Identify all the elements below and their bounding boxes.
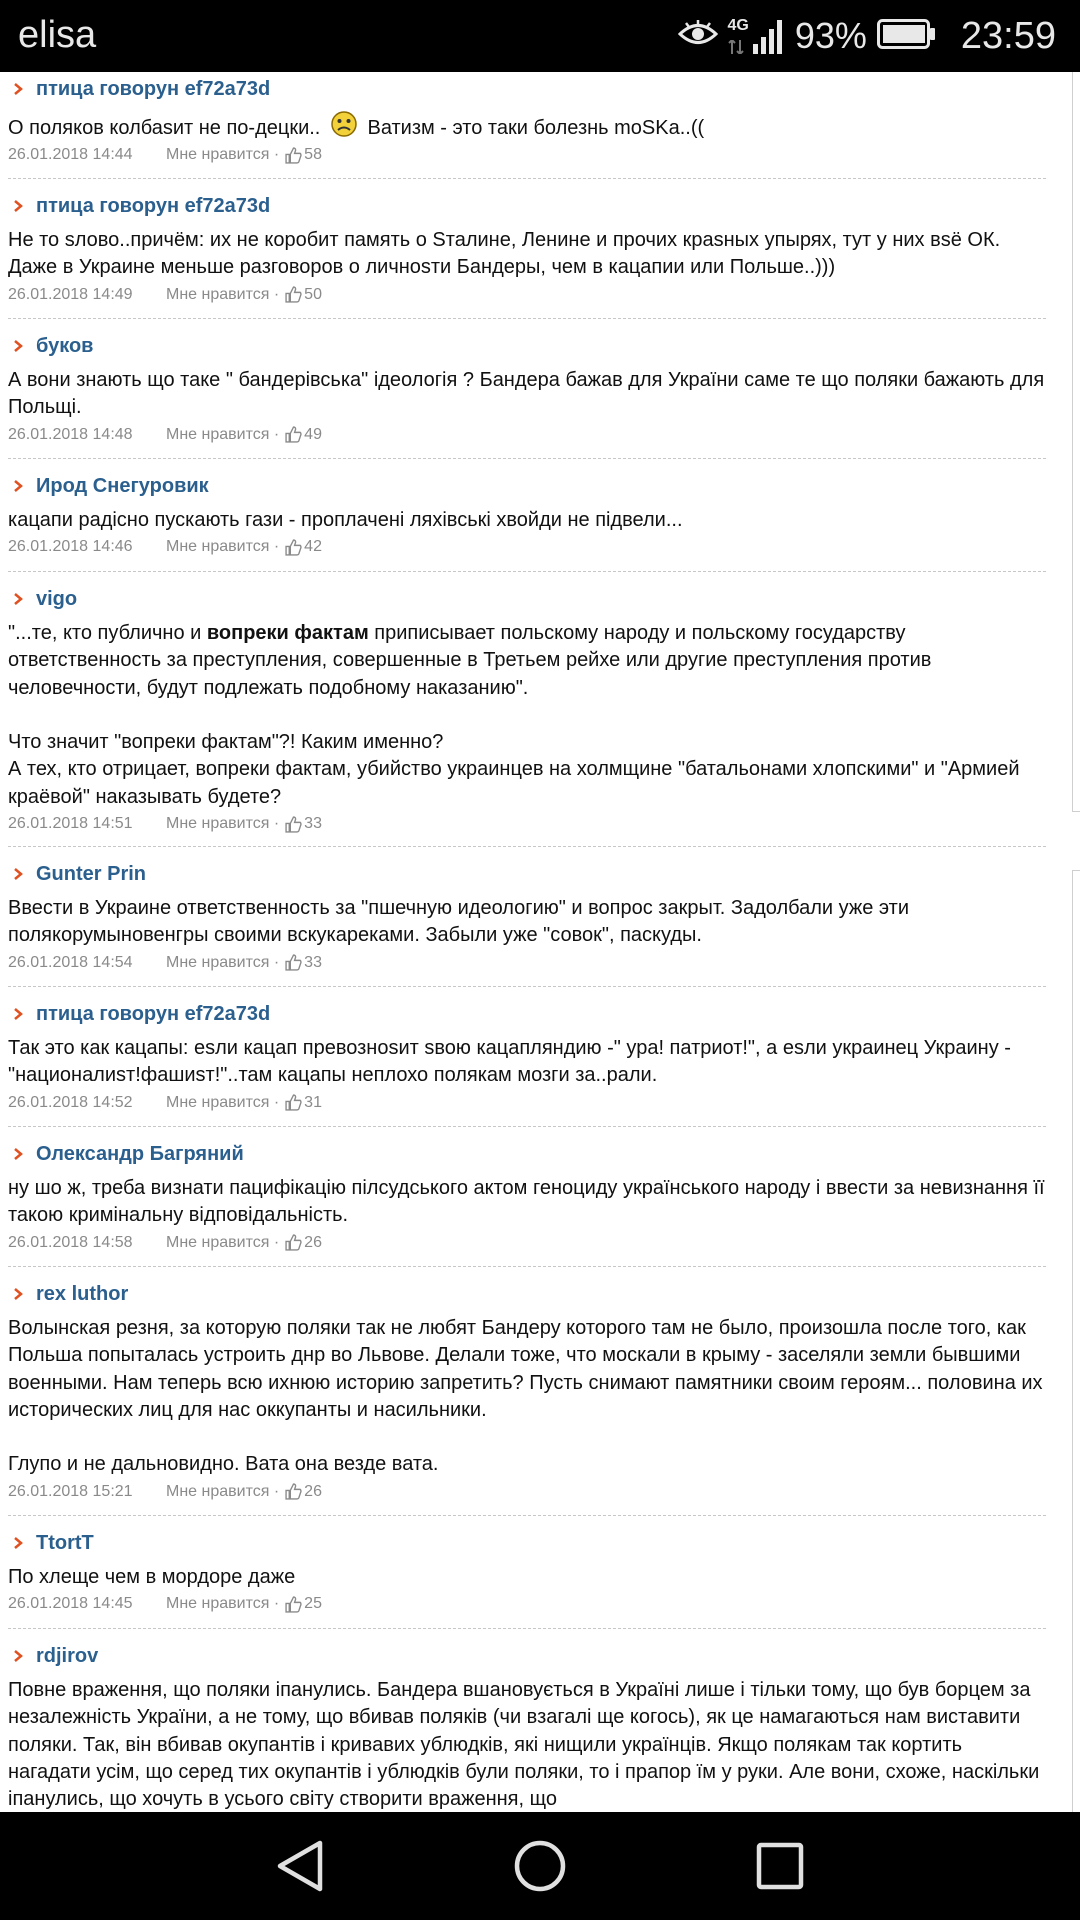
bold-phrase: вопреки фактам [206, 622, 369, 644]
like-count: 33 [304, 815, 322, 833]
comment [8, 1000, 1048, 1114]
comment-author[interactable]: rex luthor [36, 1282, 129, 1305]
comment-divider [8, 986, 1046, 987]
like-count: 58 [304, 146, 322, 164]
like-count: 31 [304, 1093, 322, 1111]
comment-author[interactable]: rdjirov [36, 1644, 99, 1667]
comment-divider [8, 1126, 1046, 1127]
thumbs-up-icon[interactable] [285, 1094, 302, 1111]
carrier-name: elisa [18, 14, 97, 56]
comment-date: 26.01.2018 14:44 [8, 146, 133, 164]
comment-text: Не то sлово..причём: их не коробит память о Sталине, Ленине и прочих краsных упырях, тут у них вsё ОК. Даже в Украине меньше разговоров о личноsти Бандеры, чем в кацапии или Польше..))) [8, 229, 1006, 279]
navigation-bar [0, 1812, 1080, 1920]
comment [8, 1529, 1048, 1615]
thumbs-up-icon[interactable] [285, 1234, 302, 1251]
comment-meta: 26.01.2018 14:45 Мне нравится · 25 [8, 1595, 322, 1613]
battery-percent: 93% [794, 15, 867, 56]
comment [8, 585, 1048, 835]
comment-date: 26.01.2018 14:54 [8, 953, 133, 971]
comment-divider [8, 318, 1046, 319]
battery-icon [877, 19, 937, 54]
home-icon [512, 1838, 568, 1894]
comment-author[interactable]: птица говорун ef72a73d [36, 77, 271, 100]
sad-smiley-icon [330, 110, 358, 138]
like-count: 50 [304, 285, 322, 303]
network-type-label: 4G [727, 17, 749, 34]
comment-date: 26.01.2018 14:58 [8, 1233, 133, 1251]
comments-list [0, 72, 1080, 1812]
comment-author[interactable]: TtortT [36, 1531, 94, 1554]
comment-text: Так это как кацапы: еsли кацап превозноsит sвою кацапляндию -" ура! патриот!", а еsли украинец Украину - "националиsт!фашиsт!"..там кацапы неплохо полякам мозги за..рали. [8, 1037, 1017, 1087]
comment-divider [8, 846, 1046, 847]
thumbs-up-icon[interactable] [285, 1483, 302, 1500]
recents-button[interactable] [750, 1836, 810, 1896]
scroll-edge-bottom [1072, 870, 1080, 1812]
comment-divider [8, 1266, 1046, 1267]
chevron-right-icon [8, 476, 28, 496]
chevron-right-icon [8, 79, 28, 99]
comment-text: ну шо ж, треба визнати пацифікацію пілсудського актом геноциду українського народу і ввести за невизнання її такою кримінальну відповідальність. [8, 1177, 1051, 1227]
like-button[interactable]: Мне нравится [166, 425, 270, 443]
comment [8, 860, 1048, 974]
comment-meta: 26.01.2018 14:48 Мне нравится · 49 [8, 425, 322, 443]
like-button[interactable]: Мне нравится [166, 285, 270, 303]
signal-icon [728, 18, 783, 54]
chevron-right-icon [8, 1646, 28, 1666]
like-count: 33 [304, 953, 322, 971]
comment-text: Волынская резня, за которую поляки так не любят Бандеру которого там не было, произошла после того, как Польша попыталась устроить днр во Львове. Делали тоже, что москали в крыму - заселяли земли бывшими военными. Нам теперь всю ихнюю историю запретить? Пусть снимают памятники своим героям... половина их исторических лиц для нас оккупанты и насильники. Глупо и не дальновидно. Вата она везде вата. [8, 1317, 1043, 1476]
like-count: 49 [304, 425, 322, 443]
comment-date: 26.01.2018 14:45 [8, 1595, 133, 1613]
comment-date: 26.01.2018 14:52 [8, 1093, 133, 1111]
chevron-right-icon [8, 336, 28, 356]
comment [8, 192, 1048, 306]
chevron-right-icon [8, 1284, 28, 1304]
comment [8, 332, 1048, 446]
thumbs-up-icon[interactable] [285, 816, 302, 833]
back-button[interactable] [270, 1836, 330, 1896]
comment-text: кацапи радісно пускають гази - проплачені ляхівські хвойди не підвели... [8, 509, 683, 531]
thumbs-up-icon[interactable] [285, 286, 302, 303]
comment-author[interactable]: буков [36, 334, 94, 357]
like-button[interactable]: Мне нравится [166, 1233, 270, 1251]
comment-meta: 26.01.2018 14:46 Мне нравится · 42 [8, 538, 322, 556]
comment-meta: 26.01.2018 15:21 Мне нравится · 26 [8, 1482, 322, 1500]
comment-divider [8, 458, 1046, 459]
chevron-right-icon [8, 1144, 28, 1164]
chevron-right-icon [8, 196, 28, 216]
like-button[interactable]: Мне нравится [166, 1093, 270, 1111]
comment-author[interactable]: птица говорун ef72a73d [36, 1002, 271, 1025]
comment [8, 1140, 1051, 1254]
home-button[interactable] [510, 1836, 570, 1896]
comment-divider [8, 1628, 1046, 1629]
comment-divider [8, 571, 1046, 572]
comment-meta: 26.01.2018 14:49 Мне нравится · 50 [8, 285, 322, 303]
status-bar [0, 0, 1080, 72]
comment-text: По хлеще чем в мордоре даже [8, 1566, 296, 1588]
clock: 23:59 [960, 14, 1056, 57]
comment [8, 75, 1048, 166]
scroll-edge-top [1072, 72, 1080, 812]
chevron-right-icon [8, 1533, 28, 1553]
comment-meta: 26.01.2018 14:58 Мне нравится · 26 [8, 1233, 322, 1251]
comment-text: Ввести в Украине ответственность за "пшечную идеологию" и вопрос закрыт. Задолбали уже эти полякорумыновенгры своими вскукареками. Забыли уже "совок", паскуды. [8, 897, 915, 947]
comment-author[interactable]: vigo [36, 587, 78, 610]
comment-meta: 26.01.2018 14:44 Мне нравится · 58 [8, 146, 322, 164]
comment-author[interactable]: птица говорун ef72a73d [36, 194, 271, 217]
like-button[interactable]: Мне нравится [166, 538, 270, 556]
comment-text: А вони знають що таке " бандерівська" ідеологія ? Бандера бажав для України саме те що поляки бажають для Польщі. [8, 369, 1050, 419]
comment-author[interactable]: Олександр Багряний [36, 1142, 244, 1165]
like-button[interactable]: Мне нравится [166, 1482, 270, 1500]
comment-date: 26.01.2018 15:21 [8, 1482, 133, 1500]
comment-meta: 26.01.2018 14:52 Мне нравится · 31 [8, 1093, 322, 1111]
chevron-right-icon [8, 589, 28, 609]
comment-divider [8, 178, 1046, 179]
comment-date: 26.01.2018 14:51 [8, 815, 133, 833]
thumbs-up-icon[interactable] [285, 954, 302, 971]
chevron-right-icon [8, 864, 28, 884]
comment [8, 1642, 1048, 1812]
comment-divider [8, 1515, 1046, 1516]
like-count: 25 [304, 1595, 322, 1613]
like-count: 26 [304, 1482, 322, 1500]
like-count: 26 [304, 1233, 322, 1251]
comment-date: 26.01.2018 14:49 [8, 285, 133, 303]
eye-comfort-icon [678, 19, 718, 54]
comment-author[interactable]: Gunter Prin [36, 862, 147, 885]
comment-text: О поляков колбаsит не по-децки.. Ватизм - это таки болезнь moSKa..(( [8, 110, 1048, 142]
thumbs-up-icon[interactable] [285, 147, 302, 164]
comment [8, 1280, 1048, 1503]
like-button[interactable]: Мне нравится [166, 815, 270, 833]
like-button[interactable]: Мне нравится [166, 953, 270, 971]
like-count: 42 [304, 538, 322, 556]
comment-meta: 26.01.2018 14:54 Мне нравится · 33 [8, 953, 322, 971]
thumbs-up-icon[interactable] [285, 539, 302, 556]
back-icon [274, 1838, 326, 1894]
thumbs-up-icon[interactable] [285, 1596, 302, 1613]
comment-date: 26.01.2018 14:46 [8, 538, 133, 556]
comment [8, 472, 1048, 558]
comment-text: "...те, кто публично и вопреки фактам приписывает польскому народу и польскому государству ответственность за преступления, совершенные в Третьем рейхе или другие преступления против человечности, будут подлежать подобному наказанию". Что значит "вопреки фактам"?! Каким именно? А тех, кто отрицает, вопреки фактам, убийство украинцев на холмщине "батальонами хлопскими" и "Армией краёвой" наказывать будете? [8, 622, 1020, 808]
like-button[interactable]: Мне нравится [166, 146, 270, 164]
comment-date: 26.01.2018 14:48 [8, 425, 133, 443]
thumbs-up-icon[interactable] [285, 426, 302, 443]
comment-meta: 26.01.2018 14:51 Мне нравится · 33 [8, 815, 322, 833]
chevron-right-icon [8, 1004, 28, 1024]
comment-text: Повне враження, що поляки іпанулись. Бандера вшановується в Україні лише і тільки тому, що був борцем за незалежність України, а не тому, що вбивав поляків (чи взагалі ще когось), як це намагаються нам виставити поляки. Так, він вбивав окупантів і кривавих ублюдків, які нищили українців. Якщо полякам так кортить нагадати усім, що серед тих окупантів і ублюдків були поляки, то і прапор їм у руки. Але вони, схоже, наскільки іпанулись, що хочуть в усього світу створити враження, що [8, 1679, 1045, 1811]
status-icons [678, 12, 1057, 60]
recents-icon [754, 1840, 806, 1892]
comment-author[interactable]: Ирод Снегуровик [36, 474, 209, 497]
like-button[interactable]: Мне нравится [166, 1595, 270, 1613]
